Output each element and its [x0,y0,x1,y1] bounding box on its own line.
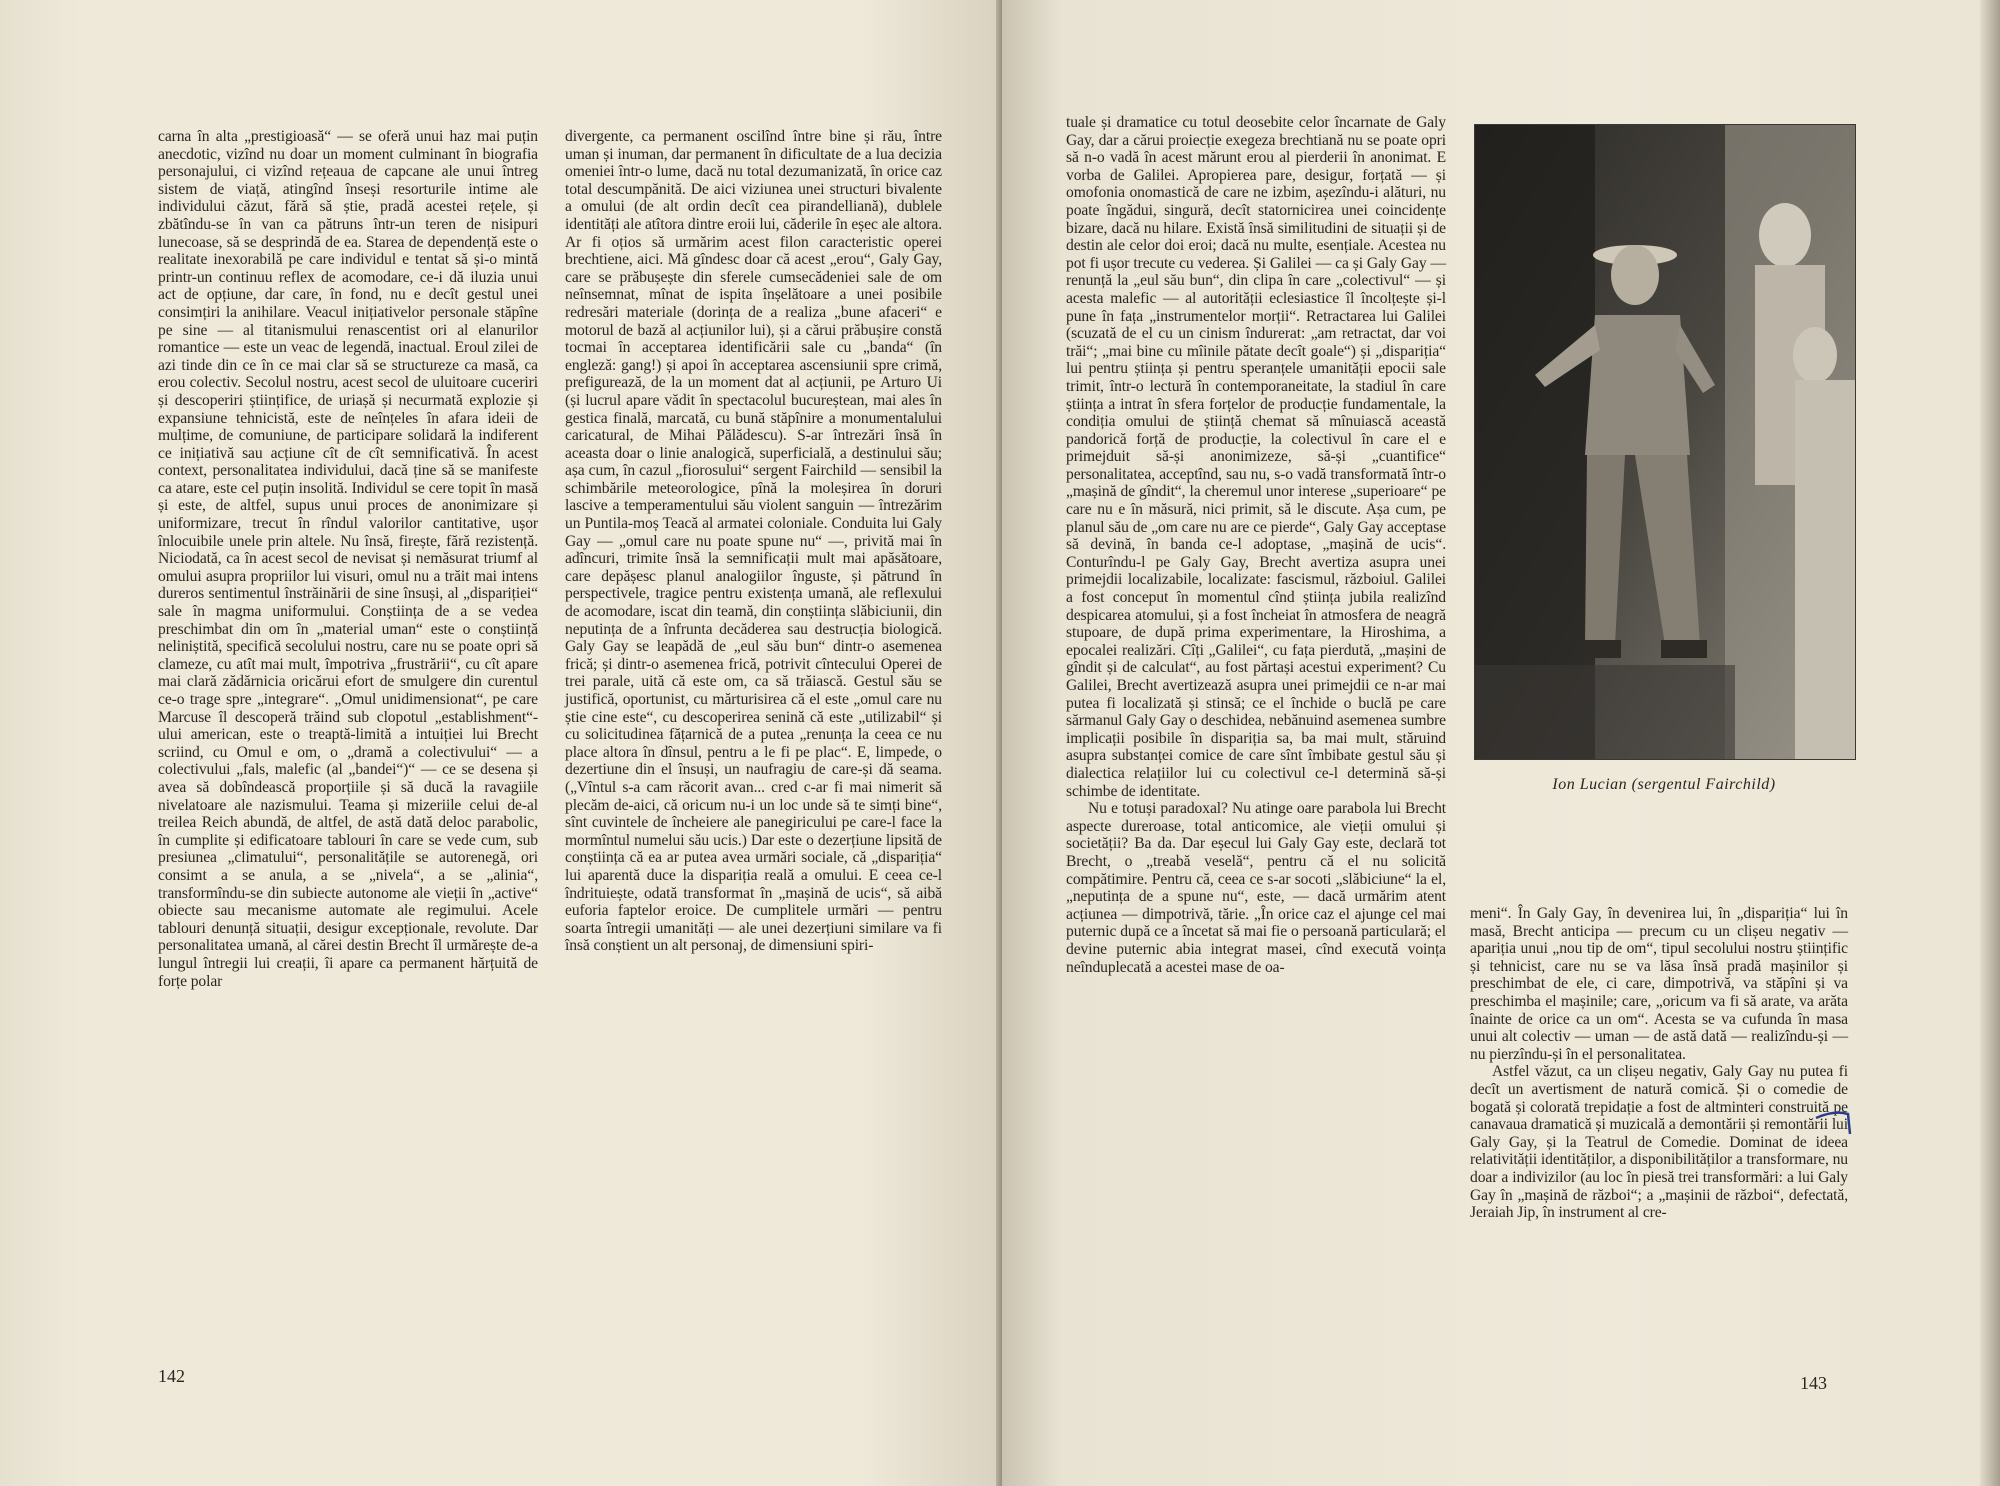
photo-illustration [1475,125,1855,759]
left-page-column-2 [565,128,942,955]
page-number-right: 143 [1800,1373,1827,1393]
book-edge [1980,0,2000,1486]
page-number-left: 142 [158,1366,185,1386]
paragraph: carna în alta „prestigioasă“ — se oferă unui haz mai puțin anecdotic, vizînd nu doar un moment culminant în biografia personajului, ci vizînd rețeaua de capcane ale unui întreg sistem de viață, atingînd înseși resorturile intime ale individului căzut, fără să știe, pradă acestei rețele, și zbătîndu-se în van ca pătruns într-un teren de nisipuri lunecoase, să se desprindă de ea. Starea de dependență este o realitate inexorabilă pe care individul e tentat să și-o mintă printr-un continuu reflex de acomodare, ce-i dă iluzia unui act de opțiune, dar care, în fond, nu e decît gestul unei consimțiri la anihilare. Veacul inițiativelor personale stăpîne pe sine — al titanismului renascentist ori al elanurilor romantice — este un veac de legendă, inactual. Eroul zilei de azi tinde din ce în ce mai clar să se structureze ca masă, ca erou colectiv. Secolul nostru, acest secol de uluitoare cuceriri și descoperiri științifice, de uriașă și necurmată explozie și expansiune tehnicistă, este de neînțeles în afara ideii de mulțime, de comuniune, de participare solidară la indiferent ce inițiativă sau acțiune cît de cît semnificativă. În acest context, personalitatea individului, dacă ține să se manifeste ca atare, este cel puțin insolită. Individul se cere topit în masă și este, de altfel, supus unui proces de anonimizare și uniformizare, trecut în rîndul valorilor cantitative, ușor înlocuibile unele prin altele. Nu însă, firește, fără rezistență. Niciodată, ca în acest secol de nevisat și nemăsurat triumf al omului asupra propriilor lui visuri, omul nu a trăit mai intens dureros sentimentul înstrăinării de sine însuși, al „dispariției“ sale în magma uniformului. Conștiința de a se vedea preschimbat din om în „material uman“ este o conștiință neliniștită, specifică secolului nostru, care nu se poate opri să clameze, cu atît mai mult, împotriva „frustrării“, cu cît apare mai clară zădărnicia oricărui efort de smulgere din curentul ce-o trage spre „integrare“. „Omul unidimensionat“, pe care Marcuse îl descoperă trăind sub clopotul „establishment“-ului american, este o treaptă-limită a intuiției lui Brecht scriind, cu Omul e om, o „dramă a colectivului“ — a colectivului „fals, malefic (al „bandei“)“ — ce se desena și avea să dobîndească proporțiile și să ducă la ravagiile nivelatoare ale nazismului. Teama și mizeriile celui de-al treilea Reich abundă, de altfel, de astă dată deloc parabolic, în cumplite și edificatoare tablouri în care se vede cum, sub presiunea „climatului“, personalitățile se autorenegă, ori consimt a se anula, a se „nivela“, a se „alinia“, transformîndu-se din subiecte autonome ale vieții în „active“ obiecte sau mecanisme automate ale regimului. Acele tablouri denunță situații, desigur excepționale, revolute. Dar personalitatea umană, al cărei destin Brecht îl urmărește de-a lungul întregii lui creații, îi apare ca permanent hărțuită de forțe polar [158,128,538,990]
right-page-column-1 [1066,114,1446,976]
paragraph: Nu e totuși paradoxal? Nu atinge oare parabola lui Brecht aspecte dureroase, total anticomice, ale vieții omului și societății? Ba da. Dar eșecul lui Galy Gay este, declară tot Brecht, o „treabă veselă“, pentru că el nu solicită compătimire. Pentru că, ceea ce s-ar socoti „slăbiciune“ la el, „neputința de a spune nu“, este, — dacă urmărim atent acțiunea — dimpotrivă, tărie. „În orice caz el ajunge cel mai puternic după ce a încetat să mai fie o persoană particulară; el devine puternic abia integrat masei, cînd execută voința neînduplecată a acestei mase de oa- [1066,800,1446,976]
photo-caption: Ion Lucian (sergentul Fairchild) [1552,776,1776,793]
paragraph: tuale și dramatice cu totul deosebite celor încarnate de Galy Gay, dar a cărui proiecție exegeza brechtiană nu se poate opri să n-o vadă în acest mărunt erou al pierderii în anonimat. E vorba de Galilei. Apropierea pare, desigur, forțată — și omofonia onomastică de care ne izbim, așezîndu-i alături, nu poate îngădui, singură, decît statornicirea unei coincidențe bizare, dacă nu hilare. Există însă similitudini de situații și de destin ale celor doi eroi; dacă nu multe, esențiale. Acestea nu pot fi ușor trecute cu vederea. Și Galilei — ca și Galy Gay — renunță la „eul său bun“, din clipa în care „colectivul“ — și acesta malefic — al autorității eclesiastice îl încolțește și-l pune în fața „instrumentelor morții“. Retractarea lui Galilei (scuzată de el cu un cinism îndurerat: „am retractat, dar voi trăi“; „mai bine cu mîinile pătate decît goale“) și „dispariția“ lui pentru știința și pentru speranțele umanității epocii sale trimit, într-o lectură în contemporaneitate, la stadiul în care știința a intrat în sfera forțelor de producție fundamentale, la condiția omului de știință chemat să mînuiască această pandorică forță de producție, la colectivul în care el e primejduit să-și anonimizeze, să-și „cuantifice“ personalitatea, acceptînd, sau nu, s-o vadă transformată într-o „mașină de gîndit“, la cheremul unor interese „superioare“ pe care nu e în măsură, nici primit, să le discute. Așa cum, pe planul său de „om care nu are ce pierde“, Galy Gay acceptase să devină, în banda ce-l adoptase, „mașină de ucis“. Conturîndu-l pe Galy Gay, Brecht avertiza asupra unei primejdii localizabile, localizate: fascismul, războiul. Galilei a fost conceput în momentul cînd știința jubila realizînd despicarea atomului, și a fost încheiat în atmosfera de neagră stupoare, de după prima experimentare, la Hiroshima, a epocalei realizări. Cîți „Galilei“, cu fața pierdută, „mașini de gîndit și de calculat“, au fost părtași acestui experiment? Cu Galilei, Brecht avertizează asupra unei primejdii ce n-ar mai putea fi localizată și stinsă; ce el închide o buclă pe care sărmanul Galy Gay o deschidea, nebănuind asemenea sumbre implicații posibile în dispariția sa, ba mai mult, stăruind asupra substanței comice de care sînt îmbibate gestul său și dialectica relațiilor lui cu colectivul ce-l determină să-și schimbe de identitate. [1066,114,1446,800]
pen-mark-icon [1814,1108,1854,1138]
paragraph: Astfel văzut, ca un clișeu negativ, Galy Gay nu putea fi decît un avertisment de natură comică. Și o comedie de bogată și colorată trepidație a fost de altminteri construită pe canavaua dramatică și muzicală a demontării și remontării lui Galy Gay, și la Teatrul de Comedie. Dominat de ideea relativității identităților, a disponibilităților a transformare, nu doar a indivizilor (au loc în piesă trei transformări: a lui Galy Gay în „mașină de război“; a „mașinii de război“, defectată, Jeraiah Jip, în instrument al cre- [1470,1063,1848,1222]
paragraph: divergente, ca permanent oscilînd între bine și rău, între uman și inuman, dar permanent în dificultate de a lua decizia omeniei într-o lume, dacă nu total dezumanizată, în orice caz total descumpănită. De aici viziunea unei structuri bivalente a omului (de alt ordin decît cea pirandelliană), dublele identități ale atîtora dintre eroii lui, căderile în eșec ale altora. Ar fi oțios să urmărim acest filon caracteristic operei brechtiene, aici. Mă gîndesc doar că acest „erou“, Galy Gay, care se prăbușește din sferele cumsecădeniei sale de om neînsemnat, mînat de ispita înșelătoare a unei posibile redresări materiale (dorința de a realiza „bune afaceri“ e motorul de bază al acțiunilor lui), și a cărui prăbușire constă tocmai în acceptarea identificării sale cu „banda“ (în engleză: gang!) și apoi în acceptarea ascensiunii spre crimă, prefigurează, de la un moment dat al acțiunii, pe Arturo Ui (și lucrul apare vădit în spectacolul bucureștean, mai ales în gestica finală, marcată, cu bună stăpînire a monumentalului caricatural, de Mihai Pălădescu). S-ar întrezări însă în aceasta doar o linie analogică, superficială, a destinului său; așa cum, în cazul „fiorosului“ sergent Fairchild — sensibil la schimbările meteorologice, pînă la moleșirea în doruri lascive a temperamentului său violent sanguin — întrezărim un Puntila-moș Teacă al armatei coloniale. Conduita lui Galy Gay — „omul care nu poate spune nu“ —, privită mai în adîncuri, trimite însă la semnificații mult mai apăsătoare, care depășesc planul analogiilor înguste, și pătrund în perspectivele, tragice pentru existența umană, ale reflexului de acomodare, iscat din teamă, din conștiința slăbiciunii, din neputința de a înfrunta decăderea sau destrucția biologică. Galy Gay se leapădă de „eul său bun“ dintr-o asemenea frică; și dintr-o asemenea frică, potrivit cîntecului Operei de trei parale, uită că este om, ca să trăiască. Gestul său se justifică, oportunist, cu mărturisirea că el este „omul care nu știe cine este“, cu descoperirea senină că este „utilizabil“ și cu solicitudinea fățarnică de a putea „renunța la ceea ce nu place altora în dînsul, pentru a le fi pe plac“. E, limpede, o dezertiune din el însuși, un naufragiu de care-și dă seama. („Vîntul s-a cam răcorit avan... cred c-ar fi mai nimerit să plecăm de-aici, că oricum nu-i un loc unde să te simți bine“, sînt cuvintele de încheiere ale panegiricului pe care-l face la mormîntul numelui său ucis.) Dar este o dezerțiune lipsită de conștiința că ea ar putea avea urmări sociale, că „dispariția“ lui aparentă duce la dispariția reală a omului. E ceea ce-l îndrituiește, odată transformat în „mașină de ucis“, să aibă euforia faptelor eroice. De cumplitele urmări — pentru soarta întregii umanități — ale unei dezerțiuni similare va fi însă conștient un alt personaj, de dimensiuni spiri- [565,128,942,955]
left-page-column-1 [158,128,538,990]
right-page [1002,0,2000,1486]
paragraph: meni“. În Galy Gay, în devenirea lui, în „dispariția“ lui în masă, Brecht anticipa — precum cu un clișeu negativ — apariția unui „nou tip de om“, tipul secolului nostru științific și tehnicist, care nu se va lăsa însă pradă mașinilor și preschimbat de ele, ci care, dimpotrivă, va stăpîni și va preschimba el mașinile; care, „oricum va fi să arate, va arăta înainte de orice ca un om“. Acesta se va cufunda în masa unui alt colectiv — uman — de astă dată — realizîndu-și — nu pierzîndu-și în el personalitatea. [1470,905,1848,1063]
stage-photo [1474,124,1856,760]
right-page-column-2 [1470,905,1848,1222]
